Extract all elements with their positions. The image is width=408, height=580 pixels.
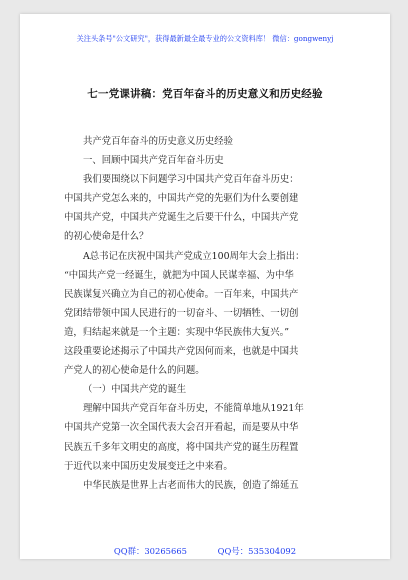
paragraph-line: 中国共产党怎么来的，中国共产党的先驱们为什么要创建 — [64, 193, 299, 205]
paragraph-line: 于近代以来中国历史发展变迁之中来看。 — [64, 460, 233, 472]
paragraph-line: “中国共产党一经诞生，就把为中国人民谋幸福、为中华 — [64, 269, 294, 281]
paragraph-1 — [64, 170, 360, 246]
paragraph-2 — [64, 247, 360, 381]
section-heading-2: （一）中国共产党的诞生 — [83, 384, 187, 396]
qq-number-label: QQ号：535304092 — [217, 546, 297, 556]
paragraph-line: 民族五千多年文明史的高度，将中国共产党的诞生历程置 — [64, 441, 299, 453]
paragraph-4 — [64, 476, 360, 495]
paragraph-line: 理解中国共产党百年奋斗历史，不能简单地从1921年 — [83, 403, 304, 415]
paragraph-line: 民族谋复兴确立为自己的初心使命。一百年来，中国共产 — [64, 288, 299, 300]
document-title: 七一党课讲稿：党百年奋斗的历史意义和历史经验 — [87, 88, 323, 100]
section-heading-1: 一、回顾中国共产党百年奋斗历史 — [83, 155, 224, 167]
paragraph-line: A总书记在庆祝中国共产党成立100周年大会上指出： — [83, 250, 305, 262]
paragraph-line: 造，归结起来就是一个主题：实现中华民族伟大复兴。” — [64, 326, 290, 338]
paragraph-line: 我们要围绕以下问题学习中国共产党百年奋斗历史： — [83, 174, 299, 186]
body-subtitle: 共产党百年奋斗的历史意义历史经验 — [83, 136, 234, 147]
paragraph-line: 产党人的初心使命是什么的问题。 — [64, 365, 205, 377]
paragraph-3 — [64, 399, 360, 475]
header-note: 关注头条号"公文研究"，获得最新最全最专业的公文资料库！ 微信：gongwenyj — [76, 34, 334, 43]
paragraph-line: 这段重要论述揭示了中国共产党因何而来，也就是中国共 — [64, 346, 299, 358]
document-body — [64, 132, 360, 495]
document-page — [20, 14, 390, 559]
paragraph-line: 中国共产党，中国共产党诞生之后要干什么，中国共产党 — [64, 212, 299, 224]
paragraph-line: 中国共产党第一次全国代表大会召开看起，而是要从中华 — [64, 422, 299, 434]
paragraph-line: 的初心使命是什么？ — [64, 231, 149, 243]
footer-contact — [20, 545, 390, 557]
qq-group-label: QQ群：30265665 — [113, 546, 187, 556]
paragraph-line: 党团结带领中国人民进行的一切奋斗、一切牺牲、一切创 — [64, 307, 299, 319]
paragraph-line: 中华民族是世界上古老而伟大的民族，创造了绵延五 — [83, 479, 299, 491]
